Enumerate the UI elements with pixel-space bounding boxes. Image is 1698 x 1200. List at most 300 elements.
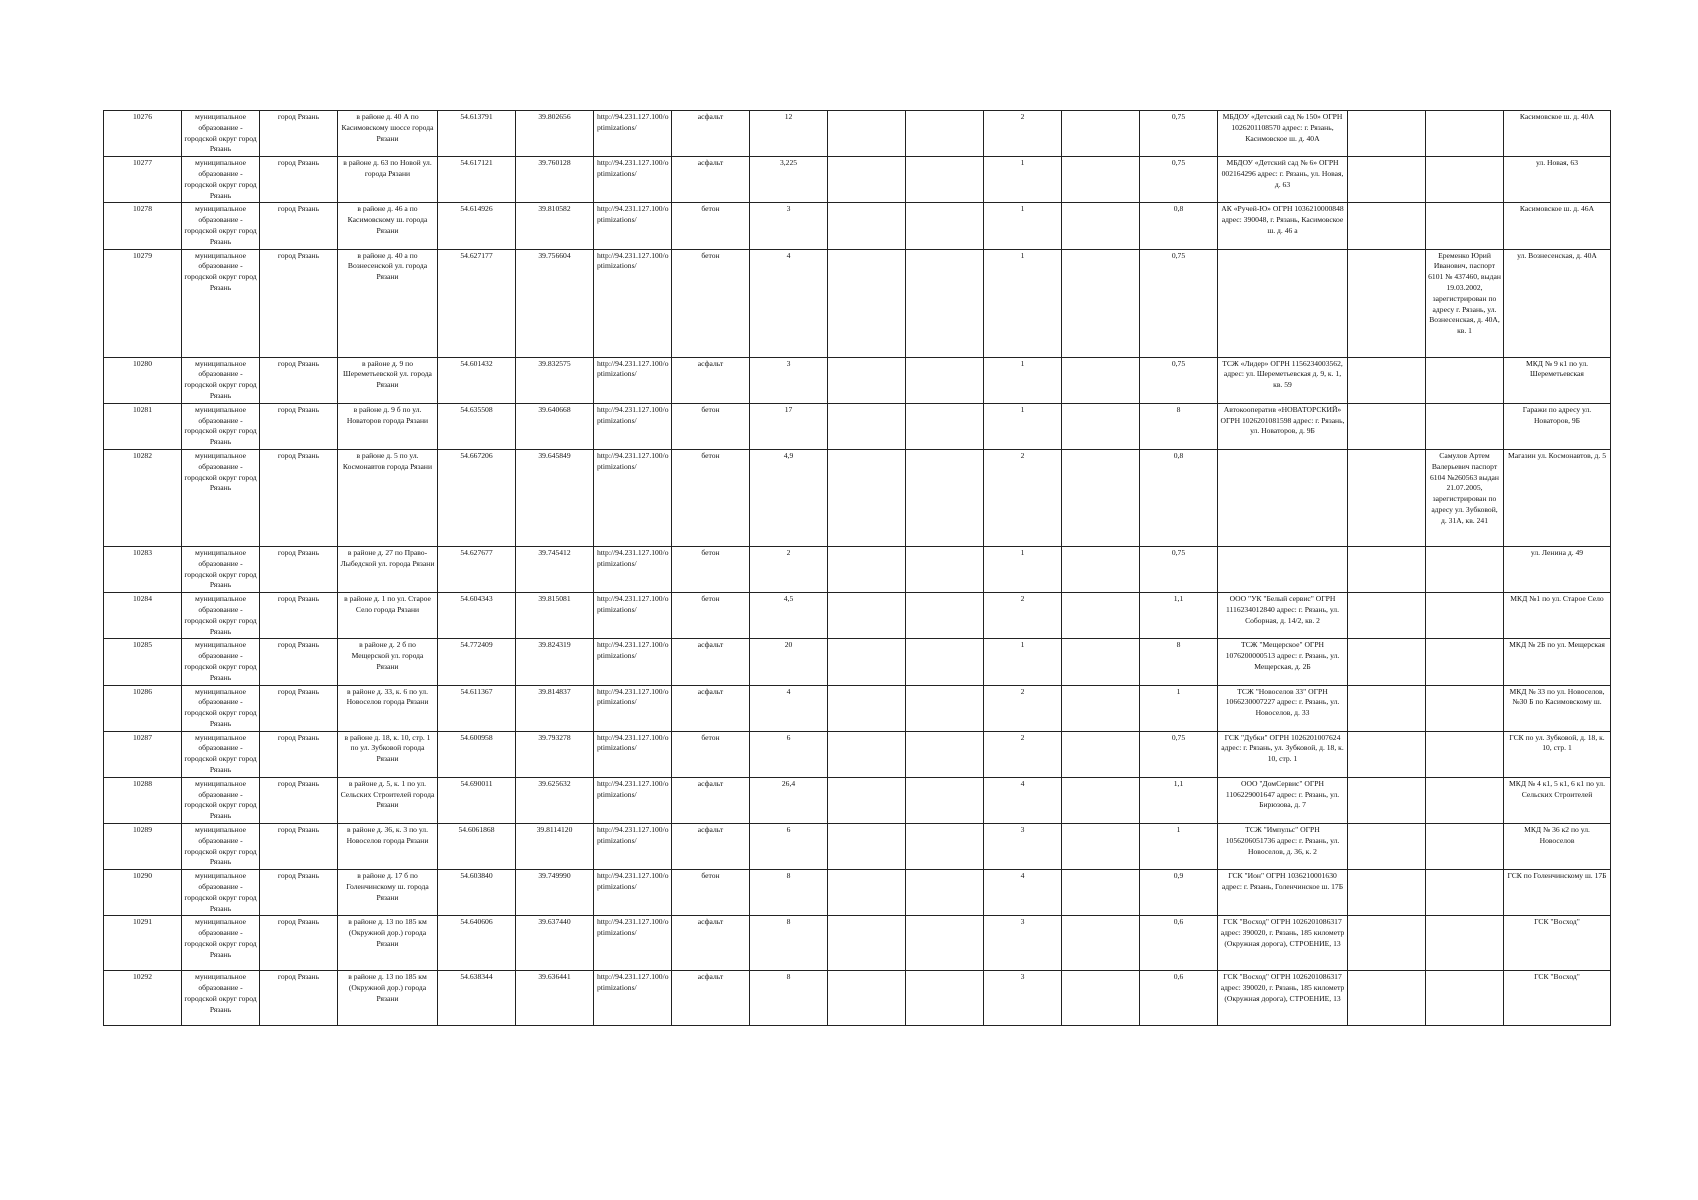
column-12-cell	[1062, 111, 1140, 157]
municipality-cell: муниципальное образование - городской округ город Рязань	[182, 731, 260, 777]
municipality-cell: муниципальное образование - городской округ город Рязань	[182, 449, 260, 546]
owner-individual-cell	[1426, 403, 1504, 449]
row-number-cell: 10276	[104, 111, 182, 157]
municipality-cell: муниципальное образование - городской округ город Рязань	[182, 777, 260, 823]
settlement-cell: город Рязань	[260, 449, 338, 546]
area-value-cell: 17	[750, 403, 828, 449]
column-15-cell	[1348, 824, 1426, 870]
waste-source-cell: ГСК по ул. Зубковой, д. 18, к. 10, стр. 1	[1504, 731, 1611, 777]
column-15-cell	[1348, 111, 1426, 157]
container-volume-cell: 0,75	[1140, 546, 1218, 592]
container-volume-cell: 0,6	[1140, 916, 1218, 971]
longitude-cell: 39.749990	[516, 870, 594, 916]
waste-source-cell: ГСК "Восход"	[1504, 971, 1611, 1026]
waste-source-cell: Магазин ул. Космонавтов, д. 5	[1504, 449, 1611, 546]
container-count-cell: 1	[984, 203, 1062, 249]
column-15-cell	[1348, 449, 1426, 546]
map-link-cell[interactable]: http://94.231.127.100/optimizations/	[594, 449, 672, 546]
latitude-cell: 54.6061868	[438, 824, 516, 870]
owner-legal-entity-cell: ООО "УК "Белый сервис" ОГРН 1116234012840 адрес: г. Рязань, ул. Соборная, д. 14/2, кв. 2	[1218, 593, 1348, 639]
row-number-cell: 10292	[104, 971, 182, 1026]
waste-source-cell: МКД № 9 к1 по ул. Шереметьевская	[1504, 357, 1611, 403]
longitude-cell: 39.824319	[516, 639, 594, 685]
waste-source-cell: Касимовское ш. д. 40А	[1504, 111, 1611, 157]
owner-legal-entity-cell: ТСЖ "Новоселов 33" ОГРН 1066230007227 адрес: г. Рязань, ул. Новоселов, д. 33	[1218, 685, 1348, 731]
column-9-cell	[828, 916, 906, 971]
column-9-cell	[828, 685, 906, 731]
column-15-cell	[1348, 357, 1426, 403]
container-count-cell: 1	[984, 403, 1062, 449]
container-volume-cell: 0,75	[1140, 157, 1218, 203]
column-15-cell	[1348, 916, 1426, 971]
map-link-cell[interactable]: http://94.231.127.100/optimizations/	[594, 249, 672, 357]
column-15-cell	[1348, 685, 1426, 731]
column-15-cell	[1348, 971, 1426, 1026]
surface-type-cell: асфальт	[672, 357, 750, 403]
settlement-cell: город Рязань	[260, 203, 338, 249]
area-value-cell: 3,225	[750, 157, 828, 203]
container-count-cell: 1	[984, 357, 1062, 403]
owner-individual-cell	[1426, 824, 1504, 870]
container-volume-cell: 0,8	[1140, 449, 1218, 546]
container-count-cell: 3	[984, 916, 1062, 971]
column-15-cell	[1348, 403, 1426, 449]
owner-individual-cell	[1426, 203, 1504, 249]
table-row	[104, 870, 1611, 916]
owner-legal-entity-cell: ГСК "Дубки" ОГРН 1026201007624 адрес: г. Рязань, ул. Зубковой, д. 18, к. 10, стр. 1	[1218, 731, 1348, 777]
container-count-cell: 3	[984, 971, 1062, 1026]
area-value-cell: 6	[750, 824, 828, 870]
container-count-cell: 3	[984, 824, 1062, 870]
latitude-cell: 54.627177	[438, 249, 516, 357]
settlement-cell: город Рязань	[260, 870, 338, 916]
area-value-cell: 26,4	[750, 777, 828, 823]
owner-legal-entity-cell: АК «Ручей-Ю» ОГРН 1036210000848 адрес: 390048, г. Рязань, Касимовское ш. д. 46 а	[1218, 203, 1348, 249]
area-value-cell: 8	[750, 971, 828, 1026]
column-10-cell	[906, 639, 984, 685]
container-volume-cell: 0,75	[1140, 357, 1218, 403]
column-9-cell	[828, 593, 906, 639]
area-value-cell: 3	[750, 357, 828, 403]
owner-individual-cell	[1426, 731, 1504, 777]
table-row	[104, 111, 1611, 157]
table-row	[104, 449, 1611, 546]
column-9-cell	[828, 971, 906, 1026]
longitude-cell: 39.760128	[516, 157, 594, 203]
column-9-cell	[828, 870, 906, 916]
owner-legal-entity-cell: ГСК "Восход" ОГРН 1026201086317 адрес: 390020, г. Рязань, 185 километр (Окружная дорога), СТРОЕНИЕ, 13	[1218, 971, 1348, 1026]
location-address-cell: в районе д. 46 а по Касимовскому ш. города Рязани	[338, 203, 438, 249]
column-12-cell	[1062, 249, 1140, 357]
surface-type-cell: бетон	[672, 249, 750, 357]
table-row	[104, 916, 1611, 971]
latitude-cell: 54.690011	[438, 777, 516, 823]
row-number-cell: 10288	[104, 777, 182, 823]
column-10-cell	[906, 916, 984, 971]
table-row	[104, 593, 1611, 639]
longitude-cell: 39.637440	[516, 916, 594, 971]
surface-type-cell: асфальт	[672, 111, 750, 157]
column-12-cell	[1062, 157, 1140, 203]
waste-source-cell: МКД № 36 к2 по ул. Новоселов	[1504, 824, 1611, 870]
location-address-cell: в районе д. 40 А по Касимовскому шоссе города Рязани	[338, 111, 438, 157]
waste-source-cell: ул. Вознесенская, д. 40А	[1504, 249, 1611, 357]
location-address-cell: в районе д. 63 по Новой ул. города Рязани	[338, 157, 438, 203]
column-10-cell	[906, 593, 984, 639]
longitude-cell: 39.745412	[516, 546, 594, 592]
latitude-cell: 54.772409	[438, 639, 516, 685]
table-row	[104, 249, 1611, 357]
container-count-cell: 1	[984, 249, 1062, 357]
column-9-cell	[828, 639, 906, 685]
container-volume-cell: 0,8	[1140, 203, 1218, 249]
row-number-cell: 10280	[104, 357, 182, 403]
longitude-cell: 39.832575	[516, 357, 594, 403]
owner-legal-entity-cell: ООО "ДомСервис" ОГРН 1106229001647 адрес: г. Рязань, ул. Бирюзова, д. 7	[1218, 777, 1348, 823]
column-12-cell	[1062, 357, 1140, 403]
owner-individual-cell	[1426, 870, 1504, 916]
municipality-cell: муниципальное образование - городской округ город Рязань	[182, 824, 260, 870]
location-address-cell: в районе д. 9 по Шереметьевской ул. города Рязани	[338, 357, 438, 403]
surface-type-cell: асфальт	[672, 916, 750, 971]
location-address-cell: в районе д. 36, к. 3 по ул. Новоселов города Рязани	[338, 824, 438, 870]
container-volume-cell: 0,75	[1140, 111, 1218, 157]
table-row	[104, 403, 1611, 449]
column-12-cell	[1062, 777, 1140, 823]
container-volume-cell: 0,9	[1140, 870, 1218, 916]
owner-individual-cell	[1426, 916, 1504, 971]
longitude-cell: 39.8114120	[516, 824, 594, 870]
latitude-cell: 54.613791	[438, 111, 516, 157]
table-row	[104, 731, 1611, 777]
column-12-cell	[1062, 824, 1140, 870]
waste-source-cell: МКД №1 по ул. Старое Село	[1504, 593, 1611, 639]
owner-individual-cell	[1426, 777, 1504, 823]
surface-type-cell: асфальт	[672, 157, 750, 203]
column-15-cell	[1348, 249, 1426, 357]
municipality-cell: муниципальное образование - городской округ город Рязань	[182, 403, 260, 449]
area-value-cell: 4	[750, 249, 828, 357]
owner-legal-entity-cell: МБДОУ «Детский сад № 150» ОГРН 1026201108570 адрес: г. Рязань, Касимовское ш. д. 40А	[1218, 111, 1348, 157]
map-link-cell[interactable]: http://94.231.127.100/optimizations/	[594, 971, 672, 1026]
map-link-cell[interactable]: http://94.231.127.100/optimizations/	[594, 593, 672, 639]
column-12-cell	[1062, 449, 1140, 546]
location-address-cell: в районе д. 2 б по Мещерской ул. города Рязани	[338, 639, 438, 685]
municipality-cell: муниципальное образование - городской округ город Рязань	[182, 546, 260, 592]
settlement-cell: город Рязань	[260, 731, 338, 777]
column-12-cell	[1062, 731, 1140, 777]
municipality-cell: муниципальное образование - городской округ город Рязань	[182, 111, 260, 157]
location-address-cell: в районе д. 13 по 185 км (Окружной дор.) города Рязани	[338, 971, 438, 1026]
location-address-cell: в районе д. 18, к. 10, стр. 1 по ул. Зубковой города Рязани	[338, 731, 438, 777]
column-10-cell	[906, 685, 984, 731]
map-link-cell[interactable]: http://94.231.127.100/optimizations/	[594, 916, 672, 971]
column-12-cell	[1062, 685, 1140, 731]
longitude-cell: 39.814837	[516, 685, 594, 731]
column-12-cell	[1062, 639, 1140, 685]
column-9-cell	[828, 357, 906, 403]
longitude-cell: 39.802656	[516, 111, 594, 157]
map-link-cell[interactable]: http://94.231.127.100/optimizations/	[594, 111, 672, 157]
column-15-cell	[1348, 731, 1426, 777]
container-volume-cell: 1	[1140, 824, 1218, 870]
owner-legal-entity-cell: ГСК "Ион" ОГРН 1036210001630 адрес: г. Рязань, Голенчинское ш. 17Б	[1218, 870, 1348, 916]
map-link-cell[interactable]: http://94.231.127.100/optimizations/	[594, 639, 672, 685]
latitude-cell: 54.638344	[438, 971, 516, 1026]
container-volume-cell: 8	[1140, 403, 1218, 449]
owner-legal-entity-cell: ТСЖ "Импульс" ОГРН 1056206051736 адрес: г. Рязань, ул. Новоселов, д. 36, к. 2	[1218, 824, 1348, 870]
location-address-cell: в районе д. 17 б по Голенчинскому ш. города Рязани	[338, 870, 438, 916]
column-10-cell	[906, 111, 984, 157]
municipality-cell: муниципальное образование - городской округ город Рязань	[182, 249, 260, 357]
map-link-cell[interactable]: http://94.231.127.100/optimizations/	[594, 203, 672, 249]
container-count-cell: 2	[984, 685, 1062, 731]
column-15-cell	[1348, 870, 1426, 916]
column-10-cell	[906, 731, 984, 777]
owner-legal-entity-cell: Автокооператив «НОВАТОРСКИЙ» ОГРН 1026201081598 адрес: г. Рязань, ул. Новаторов, д. 9Б	[1218, 403, 1348, 449]
municipality-cell: муниципальное образование - городской округ город Рязань	[182, 157, 260, 203]
latitude-cell: 54.603840	[438, 870, 516, 916]
area-value-cell: 12	[750, 111, 828, 157]
settlement-cell: город Рязань	[260, 357, 338, 403]
owner-individual-cell	[1426, 971, 1504, 1026]
area-value-cell: 8	[750, 916, 828, 971]
column-10-cell	[906, 971, 984, 1026]
longitude-cell: 39.756604	[516, 249, 594, 357]
column-9-cell	[828, 111, 906, 157]
settlement-cell: город Рязань	[260, 916, 338, 971]
column-9-cell	[828, 546, 906, 592]
column-10-cell	[906, 249, 984, 357]
owner-individual-cell	[1426, 639, 1504, 685]
settlement-cell: город Рязань	[260, 249, 338, 357]
municipality-cell: муниципальное образование - городской округ город Рязань	[182, 203, 260, 249]
table-row	[104, 546, 1611, 592]
column-12-cell	[1062, 971, 1140, 1026]
map-link-cell[interactable]: http://94.231.127.100/optimizations/	[594, 546, 672, 592]
surface-type-cell: асфальт	[672, 971, 750, 1026]
table-row	[104, 685, 1611, 731]
settlement-cell: город Рязань	[260, 546, 338, 592]
container-count-cell: 1	[984, 546, 1062, 592]
row-number-cell: 10285	[104, 639, 182, 685]
container-sites-table	[103, 110, 1611, 1026]
owner-individual-cell	[1426, 157, 1504, 203]
container-count-cell: 4	[984, 870, 1062, 916]
latitude-cell: 54.600958	[438, 731, 516, 777]
column-12-cell	[1062, 870, 1140, 916]
location-address-cell: в районе д. 5 по ул. Космонавтов города Рязани	[338, 449, 438, 546]
surface-type-cell: бетон	[672, 731, 750, 777]
municipality-cell: муниципальное образование - городской округ город Рязань	[182, 870, 260, 916]
municipality-cell: муниципальное образование - городской округ город Рязань	[182, 639, 260, 685]
owner-legal-entity-cell	[1218, 449, 1348, 546]
column-12-cell	[1062, 203, 1140, 249]
surface-type-cell: бетон	[672, 870, 750, 916]
row-number-cell: 10290	[104, 870, 182, 916]
latitude-cell: 54.640606	[438, 916, 516, 971]
column-15-cell	[1348, 546, 1426, 592]
table-row	[104, 357, 1611, 403]
location-address-cell: в районе д. 1 по ул. Старое Село города Рязани	[338, 593, 438, 639]
map-link-cell[interactable]: http://94.231.127.100/optimizations/	[594, 824, 672, 870]
latitude-cell: 54.667206	[438, 449, 516, 546]
area-value-cell: 4,9	[750, 449, 828, 546]
municipality-cell: муниципальное образование - городской округ город Рязань	[182, 916, 260, 971]
settlement-cell: город Рязань	[260, 639, 338, 685]
column-10-cell	[906, 870, 984, 916]
column-9-cell	[828, 203, 906, 249]
row-number-cell: 10277	[104, 157, 182, 203]
area-value-cell: 20	[750, 639, 828, 685]
surface-type-cell: асфальт	[672, 824, 750, 870]
owner-individual-cell	[1426, 357, 1504, 403]
surface-type-cell: асфальт	[672, 777, 750, 823]
column-10-cell	[906, 403, 984, 449]
container-volume-cell: 0,75	[1140, 249, 1218, 357]
latitude-cell: 54.627677	[438, 546, 516, 592]
longitude-cell: 39.793278	[516, 731, 594, 777]
waste-source-cell: ГСК по Голенчинскому ш. 17Б	[1504, 870, 1611, 916]
surface-type-cell: асфальт	[672, 639, 750, 685]
column-15-cell	[1348, 593, 1426, 639]
settlement-cell: город Рязань	[260, 971, 338, 1026]
area-value-cell: 3	[750, 203, 828, 249]
owner-legal-entity-cell: ТСЖ «Лидер» ОГРН 1156234003562, адрес: ул. Шереметьевская д. 9, к. 1, кв. 59	[1218, 357, 1348, 403]
column-10-cell	[906, 449, 984, 546]
map-link-cell[interactable]: http://94.231.127.100/optimizations/	[594, 731, 672, 777]
column-9-cell	[828, 777, 906, 823]
surface-type-cell: бетон	[672, 546, 750, 592]
owner-legal-entity-cell: МБДОУ «Детский сад № 6» ОГРН 002164296 адрес: г. Рязань, ул. Новая, д. 63	[1218, 157, 1348, 203]
area-value-cell: 4	[750, 685, 828, 731]
container-count-cell: 1	[984, 639, 1062, 685]
latitude-cell: 54.604343	[438, 593, 516, 639]
owner-individual-cell: Самулов Артем Валерьевич паспорт 6104 №260563 выдан 21.07.2005, зарегистрирован по адресу ул. Зубковой, д. 31А, кв. 241	[1426, 449, 1504, 546]
latitude-cell: 54.617121	[438, 157, 516, 203]
owner-individual-cell	[1426, 593, 1504, 639]
owner-individual-cell	[1426, 546, 1504, 592]
settlement-cell: город Рязань	[260, 777, 338, 823]
column-10-cell	[906, 357, 984, 403]
column-9-cell	[828, 157, 906, 203]
row-number-cell: 10286	[104, 685, 182, 731]
map-link-cell[interactable]: http://94.231.127.100/optimizations/	[594, 777, 672, 823]
longitude-cell: 39.636441	[516, 971, 594, 1026]
container-count-cell: 1	[984, 157, 1062, 203]
map-link-cell[interactable]: http://94.231.127.100/optimizations/	[594, 870, 672, 916]
latitude-cell: 54.635508	[438, 403, 516, 449]
column-10-cell	[906, 824, 984, 870]
column-15-cell	[1348, 203, 1426, 249]
waste-source-cell: Гаражи по адресу ул. Новаторов, 9Б	[1504, 403, 1611, 449]
row-number-cell: 10281	[104, 403, 182, 449]
row-number-cell: 10291	[104, 916, 182, 971]
table-row	[104, 639, 1611, 685]
area-value-cell: 4,5	[750, 593, 828, 639]
column-12-cell	[1062, 593, 1140, 639]
longitude-cell: 39.640668	[516, 403, 594, 449]
longitude-cell: 39.645849	[516, 449, 594, 546]
location-address-cell: в районе д. 13 по 185 км (Окружной дор.) города Рязани	[338, 916, 438, 971]
waste-source-cell: Касимовское ш. д. 46А	[1504, 203, 1611, 249]
map-link-cell[interactable]: http://94.231.127.100/optimizations/	[594, 157, 672, 203]
location-address-cell: в районе д. 27 по Право-Лыбедской ул. города Рязани	[338, 546, 438, 592]
owner-legal-entity-cell	[1218, 249, 1348, 357]
waste-source-cell: МКД № 4 к1, 5 к1, 6 к1 по ул. Сельских Строителей	[1504, 777, 1611, 823]
map-link-cell[interactable]: http://94.231.127.100/optimizations/	[594, 403, 672, 449]
owner-legal-entity-cell: ГСК "Восход" ОГРН 1026201086317 адрес: 390020, г. Рязань, 185 километр (Окружная дорога), СТРОЕНИЕ, 13	[1218, 916, 1348, 971]
owner-legal-entity-cell: ТСЖ "Мещерское" ОГРН 1076200000513 адрес: г. Рязань, ул. Мещерская, д. 2Б	[1218, 639, 1348, 685]
longitude-cell: 39.815081	[516, 593, 594, 639]
row-number-cell: 10284	[104, 593, 182, 639]
location-address-cell: в районе д. 9 б по ул. Новаторов города Рязани	[338, 403, 438, 449]
column-9-cell	[828, 403, 906, 449]
column-9-cell	[828, 449, 906, 546]
column-15-cell	[1348, 777, 1426, 823]
owner-individual-cell	[1426, 111, 1504, 157]
settlement-cell: город Рязань	[260, 824, 338, 870]
column-15-cell	[1348, 157, 1426, 203]
surface-type-cell: бетон	[672, 203, 750, 249]
area-value-cell: 8	[750, 870, 828, 916]
surface-type-cell: бетон	[672, 449, 750, 546]
map-link-cell[interactable]: http://94.231.127.100/optimizations/	[594, 685, 672, 731]
table-row	[104, 157, 1611, 203]
row-number-cell: 10283	[104, 546, 182, 592]
column-10-cell	[906, 203, 984, 249]
container-count-cell: 4	[984, 777, 1062, 823]
column-10-cell	[906, 777, 984, 823]
container-volume-cell: 0,75	[1140, 731, 1218, 777]
settlement-cell: город Рязань	[260, 685, 338, 731]
location-address-cell: в районе д. 40 а по Вознесенской ул. города Рязани	[338, 249, 438, 357]
table-row	[104, 824, 1611, 870]
surface-type-cell: бетон	[672, 403, 750, 449]
row-number-cell: 10289	[104, 824, 182, 870]
table-row	[104, 971, 1611, 1026]
container-volume-cell: 1,1	[1140, 777, 1218, 823]
table-row	[104, 777, 1611, 823]
area-value-cell: 6	[750, 731, 828, 777]
map-link-cell[interactable]: http://94.231.127.100/optimizations/	[594, 357, 672, 403]
location-address-cell: в районе д. 5, к. 1 по ул. Сельских Строителей города Рязани	[338, 777, 438, 823]
settlement-cell: город Рязань	[260, 593, 338, 639]
row-number-cell: 10282	[104, 449, 182, 546]
container-volume-cell: 8	[1140, 639, 1218, 685]
column-10-cell	[906, 157, 984, 203]
latitude-cell: 54.611367	[438, 685, 516, 731]
row-number-cell: 10278	[104, 203, 182, 249]
container-count-cell: 2	[984, 593, 1062, 639]
area-value-cell: 2	[750, 546, 828, 592]
surface-type-cell: бетон	[672, 593, 750, 639]
municipality-cell: муниципальное образование - городской округ город Рязань	[182, 685, 260, 731]
municipality-cell: муниципальное образование - городской округ город Рязань	[182, 357, 260, 403]
column-12-cell	[1062, 403, 1140, 449]
settlement-cell: город Рязань	[260, 111, 338, 157]
column-12-cell	[1062, 546, 1140, 592]
row-number-cell: 10287	[104, 731, 182, 777]
municipality-cell: муниципальное образование - городской округ город Рязань	[182, 593, 260, 639]
column-15-cell	[1348, 639, 1426, 685]
column-9-cell	[828, 731, 906, 777]
latitude-cell: 54.614926	[438, 203, 516, 249]
container-volume-cell: 1	[1140, 685, 1218, 731]
settlement-cell: город Рязань	[260, 403, 338, 449]
container-count-cell: 2	[984, 449, 1062, 546]
waste-source-cell: ГСК "Восход"	[1504, 916, 1611, 971]
